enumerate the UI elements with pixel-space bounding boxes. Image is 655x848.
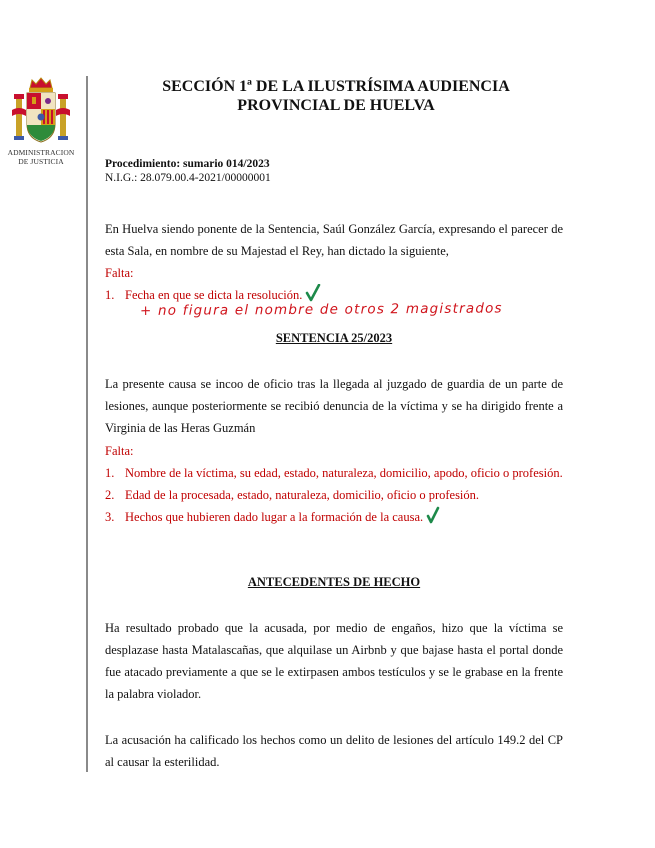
- list-item: [105, 506, 563, 528]
- antecedentes-paragraph-1: Ha resultado probado que la acusada, por medio de engaños, hizo que la víctima se desplazase hasta Matalascañas, que alquilase un Airbnb y que bajase hasta el portal donde fue atacado previamente a que se le extirpasen ambos testículos y se le grabase en la frente la palabra violador.: [105, 621, 563, 701]
- antecedentes-paragraph-2: La acusación ha calificado los hechos como un delito de lesiones del artículo 149.2 del CP al causar la esterilidad.: [105, 733, 563, 769]
- sentencia-heading: SENTENCIA 25/2023: [275, 331, 393, 345]
- list-item: [105, 484, 563, 506]
- procedure-label: Procedimiento: [105, 158, 177, 170]
- list-item: [105, 462, 563, 484]
- list-item-number: 3.: [105, 510, 115, 524]
- list-item-number: 2.: [105, 488, 115, 502]
- list-item-text: Nombre de la víctima, su edad, estado, naturaleza, domicilio, apodo, oficio o profesión.: [125, 466, 563, 480]
- title-line1: SECCIÓN 1ª DE LA ILUSTRÍSIMA AUDIENCIA: [162, 78, 510, 95]
- handwritten-note: + no figura el nombre de otros 2 magistrados: [139, 300, 503, 319]
- list-item-text: Hechos que hubieren dado lugar a la formación de la causa.: [125, 510, 424, 524]
- antecedentes-heading: ANTECEDENTES DE HECHO: [247, 575, 421, 589]
- margin-rule: [86, 76, 88, 772]
- procedure-block: [105, 157, 271, 185]
- page-title: [110, 77, 562, 115]
- crest-caption: [6, 148, 76, 166]
- checkmark-icon: [426, 506, 440, 524]
- intro-paragraph: En Huelva siendo ponente de la Sentencia, Saúl González García, expresando el parecer de esta Sala, en nombre de su Majestad el Rey, han dictado la siguiente,: [105, 222, 563, 258]
- procedure-value: : sumario 014/2023: [176, 158, 270, 170]
- title-line2: PROVINCIAL DE HUELVA: [237, 97, 435, 114]
- nig-line: N.I.G.: 28.079.00.4-2021/00000001: [105, 172, 271, 184]
- list-item-text: Edad de la procesada, estado, naturaleza, domicilio, oficio o profesión.: [125, 488, 480, 502]
- checkmark-icon: [305, 284, 321, 302]
- list-item-text: Fecha en que se dicta la resolución.: [125, 288, 303, 302]
- crest-caption-line1: ADMINISTRACION: [7, 148, 75, 157]
- list-item-number: 1.: [105, 466, 115, 480]
- intro-falta-label: Falta:: [105, 266, 134, 280]
- sentencia-paragraph: La presente causa se incoo de oficio tras la llegada al juzgado de guardia de un parte de lesiones, aunque posteriormente se recibió denuncia de la víctima y se ha dirigido frente a Virginia de las Heras Guzmán: [105, 377, 563, 435]
- list-item-number: 1.: [105, 288, 115, 302]
- crest-caption-line2: DE JUSTICIA: [18, 157, 64, 166]
- sentencia-falta-list: [105, 462, 563, 528]
- sentencia-falta-label: Falta:: [105, 444, 134, 458]
